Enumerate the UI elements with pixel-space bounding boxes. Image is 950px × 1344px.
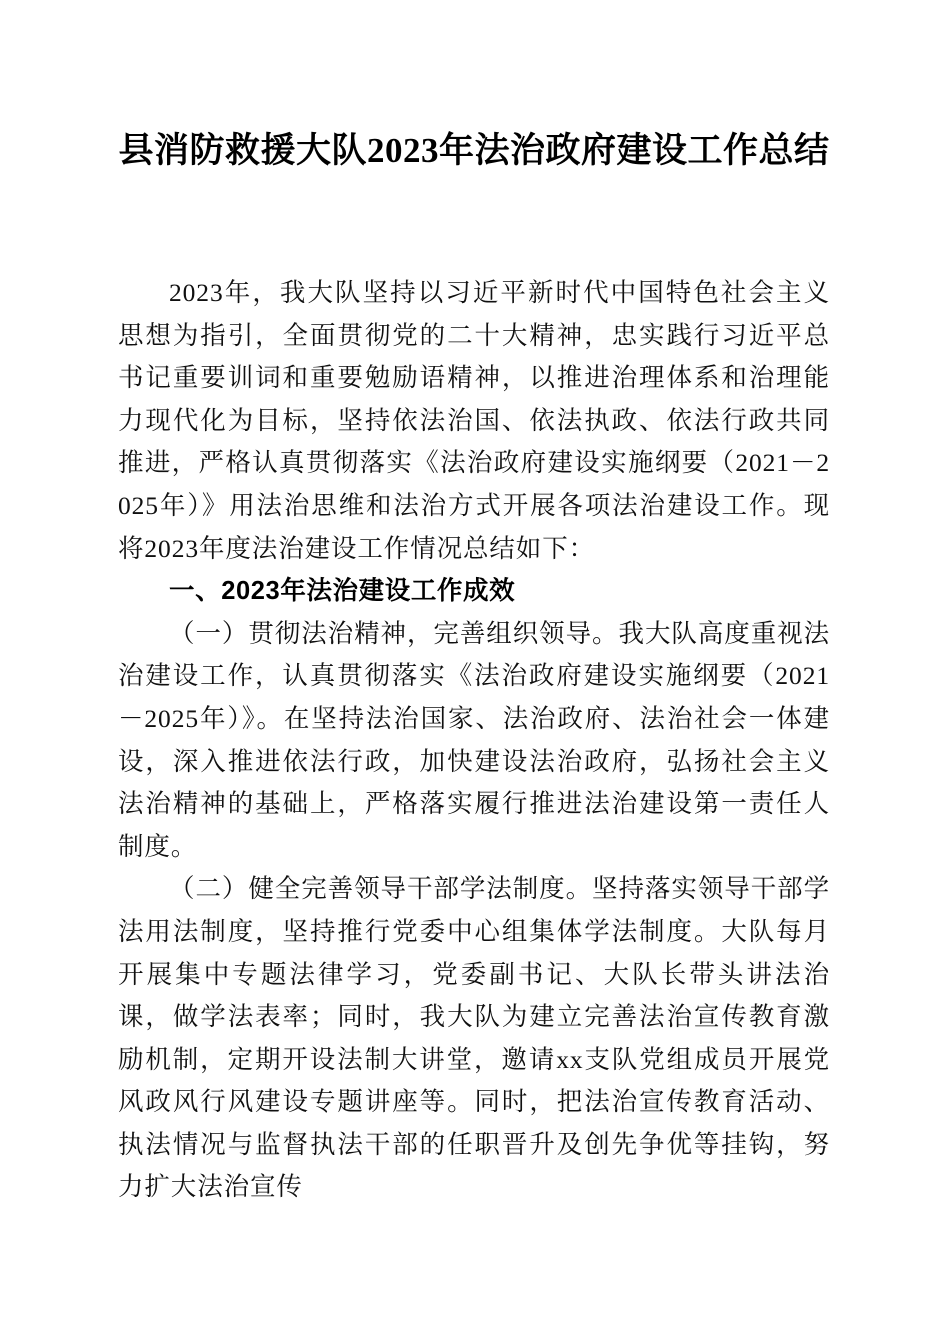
paragraph-item-one: （一）贯彻法治精神，完善组织领导。我大队高度重视法治建设工作，认真贯彻落实《法治政府建设实施纲要（2021－2025年）》。在坚持法治国家、法治政府、法治社会一体建设，深入推进依法行政，加快建设法治政府，弘扬社会主义法治精神的基础上，严格落实履行推进法治建设第一责任人制度。	[118, 618, 830, 861]
document-body	[118, 272, 830, 1209]
page-title: 县消防救援大队2023年法治政府建设工作总结	[118, 131, 830, 170]
paragraph-item-two: （二）健全完善领导干部学法制度。坚持落实领导干部学法用法制度，坚持推行党委中心组集体学法制度。大队每月开展集中专题法律学习，党委副书记、大队长带头讲法治课，做学法表率；同时，我大队为建立完善法治宣传教育激励机制，定期开设法制大讲堂，邀请xx支队党组成员开展党风政风行风建设专题讲座等。同时，把法治宣传教育活动、执法情况与监督执法干部的任职晋升及创先争优等挂钩，努力扩大法治宣传	[118, 874, 830, 1202]
paragraph-intro: 2023年，我大队坚持以习近平新时代中国特色社会主义思想为指引，全面贯彻党的二十大精神，忠实践行习近平总书记重要训词和重要勉励语精神，以推进治理体系和治理能力现代化为目标，坚持依法治国、依法执政、依法行政共同推进，严格认真贯彻落实《法治政府建设实施纲要（2021－2025年）》用法治思维和法治方式开展各项法治建设工作。现将2023年度法治建设工作情况总结如下：	[118, 278, 830, 563]
section-heading-one: 一、2023年法治建设工作成效	[169, 577, 516, 606]
